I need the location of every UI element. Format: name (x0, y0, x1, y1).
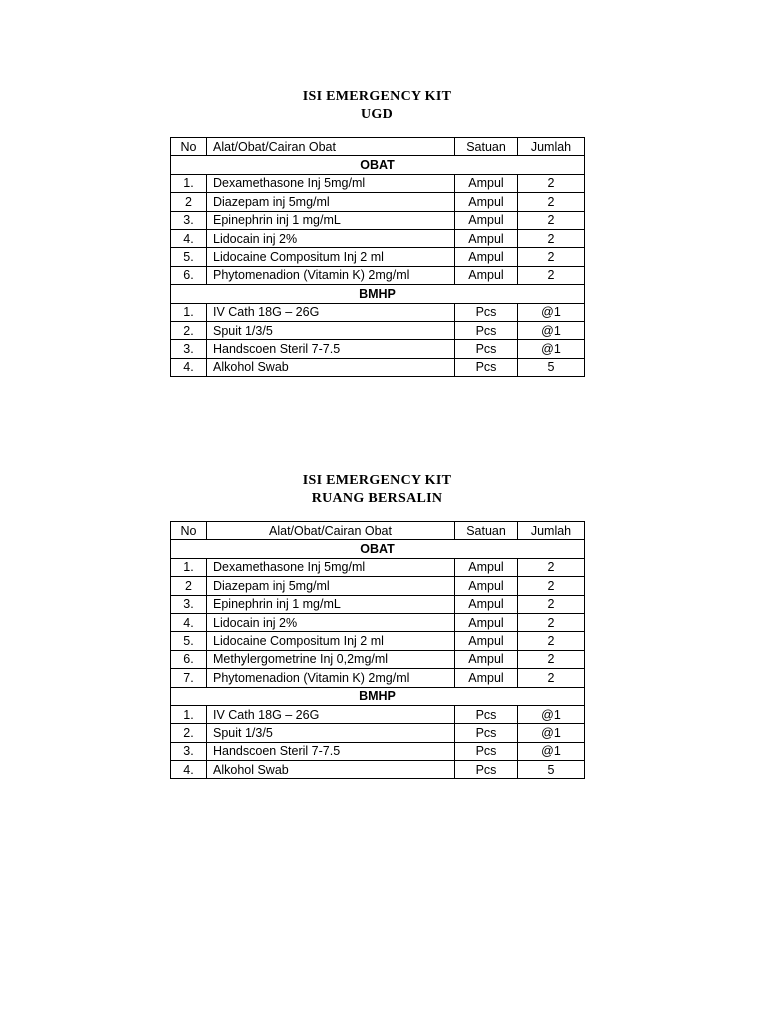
row-number: 5. (171, 632, 207, 650)
item-name: Spuit 1/3/5 (207, 321, 455, 339)
item-name: Lidocain inj 2% (207, 229, 455, 247)
item-quantity: 2 (518, 211, 585, 229)
header-no: No (171, 522, 207, 540)
item-name: Methylergometrine Inj 0,2mg/ml (207, 650, 455, 668)
table-row (171, 650, 585, 668)
item-name: IV Cath 18G – 26G (207, 303, 455, 321)
item-name: Phytomenadion (Vitamin K) 2mg/ml (207, 266, 455, 284)
section-title: ISI EMERGENCY KIT (302, 89, 452, 104)
row-number: 1. (171, 174, 207, 192)
item-quantity: 2 (518, 650, 585, 668)
group-label: OBAT (171, 540, 585, 558)
item-unit: Pcs (455, 742, 518, 760)
header-qty: Jumlah (518, 138, 585, 156)
item-name: Diazepam inj 5mg/ml (207, 193, 455, 211)
group-label: OBAT (171, 156, 585, 174)
table-row (171, 340, 585, 358)
group-row (171, 540, 585, 558)
table-row (171, 266, 585, 284)
item-name: IV Cath 18G – 26G (207, 705, 455, 723)
table-row (171, 211, 585, 229)
item-unit: Pcs (455, 358, 518, 376)
item-unit: Ampul (455, 211, 518, 229)
item-unit: Pcs (455, 340, 518, 358)
table-row (171, 613, 585, 631)
item-name: Diazepam inj 5mg/ml (207, 577, 455, 595)
header-qty: Jumlah (518, 522, 585, 540)
row-number: 1. (171, 558, 207, 576)
item-name: Epinephrin inj 1 mg/mL (207, 595, 455, 613)
table-row (171, 724, 585, 742)
item-quantity: 2 (518, 229, 585, 247)
table-row (171, 193, 585, 211)
item-unit: Ampul (455, 650, 518, 668)
item-unit: Ampul (455, 577, 518, 595)
group-row (171, 156, 585, 174)
row-number: 4. (171, 358, 207, 376)
row-number: 4. (171, 761, 207, 779)
item-unit: Ampul (455, 669, 518, 687)
table-row (171, 248, 585, 266)
item-quantity: 2 (518, 613, 585, 631)
item-unit: Pcs (455, 303, 518, 321)
row-number: 6. (171, 650, 207, 668)
item-name: Epinephrin inj 1 mg/mL (207, 211, 455, 229)
item-unit: Ampul (455, 613, 518, 631)
table-header-row (171, 138, 585, 156)
group-label: BMHP (171, 285, 585, 303)
row-number: 2 (171, 193, 207, 211)
table-row (171, 705, 585, 723)
item-unit: Pcs (455, 761, 518, 779)
row-number: 2. (171, 321, 207, 339)
row-number: 7. (171, 669, 207, 687)
table-row (171, 321, 585, 339)
item-quantity: 5 (518, 761, 585, 779)
table-row (171, 761, 585, 779)
row-number: 4. (171, 229, 207, 247)
row-number: 3. (171, 595, 207, 613)
item-unit: Ampul (455, 174, 518, 192)
table-row (171, 358, 585, 376)
table-row (171, 577, 585, 595)
table-body (171, 156, 585, 377)
item-quantity: @1 (518, 742, 585, 760)
section-subtitle: UGD (360, 107, 393, 122)
item-quantity: 2 (518, 632, 585, 650)
item-name: Alkohol Swab (207, 358, 455, 376)
item-quantity: @1 (518, 705, 585, 723)
table-row (171, 303, 585, 321)
item-name: Dexamethasone Inj 5mg/ml (207, 174, 455, 192)
item-unit: Ampul (455, 193, 518, 211)
header-name: Alat/Obat/Cairan Obat (207, 522, 455, 540)
item-quantity: 2 (518, 577, 585, 595)
row-number: 1. (171, 705, 207, 723)
item-quantity: 2 (518, 669, 585, 687)
group-row (171, 687, 585, 705)
item-unit: Ampul (455, 229, 518, 247)
item-quantity: 2 (518, 248, 585, 266)
item-name: Spuit 1/3/5 (207, 724, 455, 742)
item-name: Lidocaine Compositum Inj 2 ml (207, 248, 455, 266)
kit-section-ruang-bersalin (170, 472, 584, 779)
table-row (171, 558, 585, 576)
group-label: BMHP (171, 687, 585, 705)
table-header-row (171, 522, 585, 540)
row-number: 4. (171, 613, 207, 631)
item-name: Handscoen Steril 7-7.5 (207, 340, 455, 358)
table-body (171, 540, 585, 779)
item-quantity: 2 (518, 193, 585, 211)
item-unit: Ampul (455, 248, 518, 266)
item-quantity: @1 (518, 321, 585, 339)
table-row (171, 229, 585, 247)
item-unit: Pcs (455, 705, 518, 723)
item-quantity: 2 (518, 174, 585, 192)
table-row (171, 174, 585, 192)
header-unit: Satuan (455, 522, 518, 540)
item-quantity: @1 (518, 303, 585, 321)
table-row (171, 632, 585, 650)
header-name: Alat/Obat/Cairan Obat (207, 138, 455, 156)
item-name: Phytomenadion (Vitamin K) 2mg/ml (207, 669, 455, 687)
row-number: 3. (171, 742, 207, 760)
item-quantity: @1 (518, 340, 585, 358)
item-unit: Ampul (455, 558, 518, 576)
item-quantity: @1 (518, 724, 585, 742)
kit-table (170, 137, 585, 377)
row-number: 2 (171, 577, 207, 595)
kit-table (170, 521, 585, 779)
item-quantity: 2 (518, 595, 585, 613)
item-name: Alkohol Swab (207, 761, 455, 779)
header-unit: Satuan (455, 138, 518, 156)
table-row (171, 595, 585, 613)
item-name: Dexamethasone Inj 5mg/ml (207, 558, 455, 576)
row-number: 2. (171, 724, 207, 742)
table-row (171, 742, 585, 760)
row-number: 3. (171, 340, 207, 358)
section-title: ISI EMERGENCY KIT (302, 473, 452, 488)
item-quantity: 5 (518, 358, 585, 376)
row-number: 1. (171, 303, 207, 321)
item-quantity: 2 (518, 266, 585, 284)
item-name: Lidocaine Compositum Inj 2 ml (207, 632, 455, 650)
item-unit: Pcs (455, 724, 518, 742)
table-row (171, 669, 585, 687)
item-name: Lidocain inj 2% (207, 613, 455, 631)
item-quantity: 2 (518, 558, 585, 576)
row-number: 6. (171, 266, 207, 284)
header-no: No (171, 138, 207, 156)
row-number: 3. (171, 211, 207, 229)
item-unit: Ampul (455, 632, 518, 650)
kit-section-ugd (170, 88, 584, 377)
item-unit: Pcs (455, 321, 518, 339)
group-row (171, 285, 585, 303)
item-unit: Ampul (455, 595, 518, 613)
section-subtitle: RUANG BERSALIN (311, 491, 443, 506)
row-number: 5. (171, 248, 207, 266)
item-name: Handscoen Steril 7-7.5 (207, 742, 455, 760)
item-unit: Ampul (455, 266, 518, 284)
